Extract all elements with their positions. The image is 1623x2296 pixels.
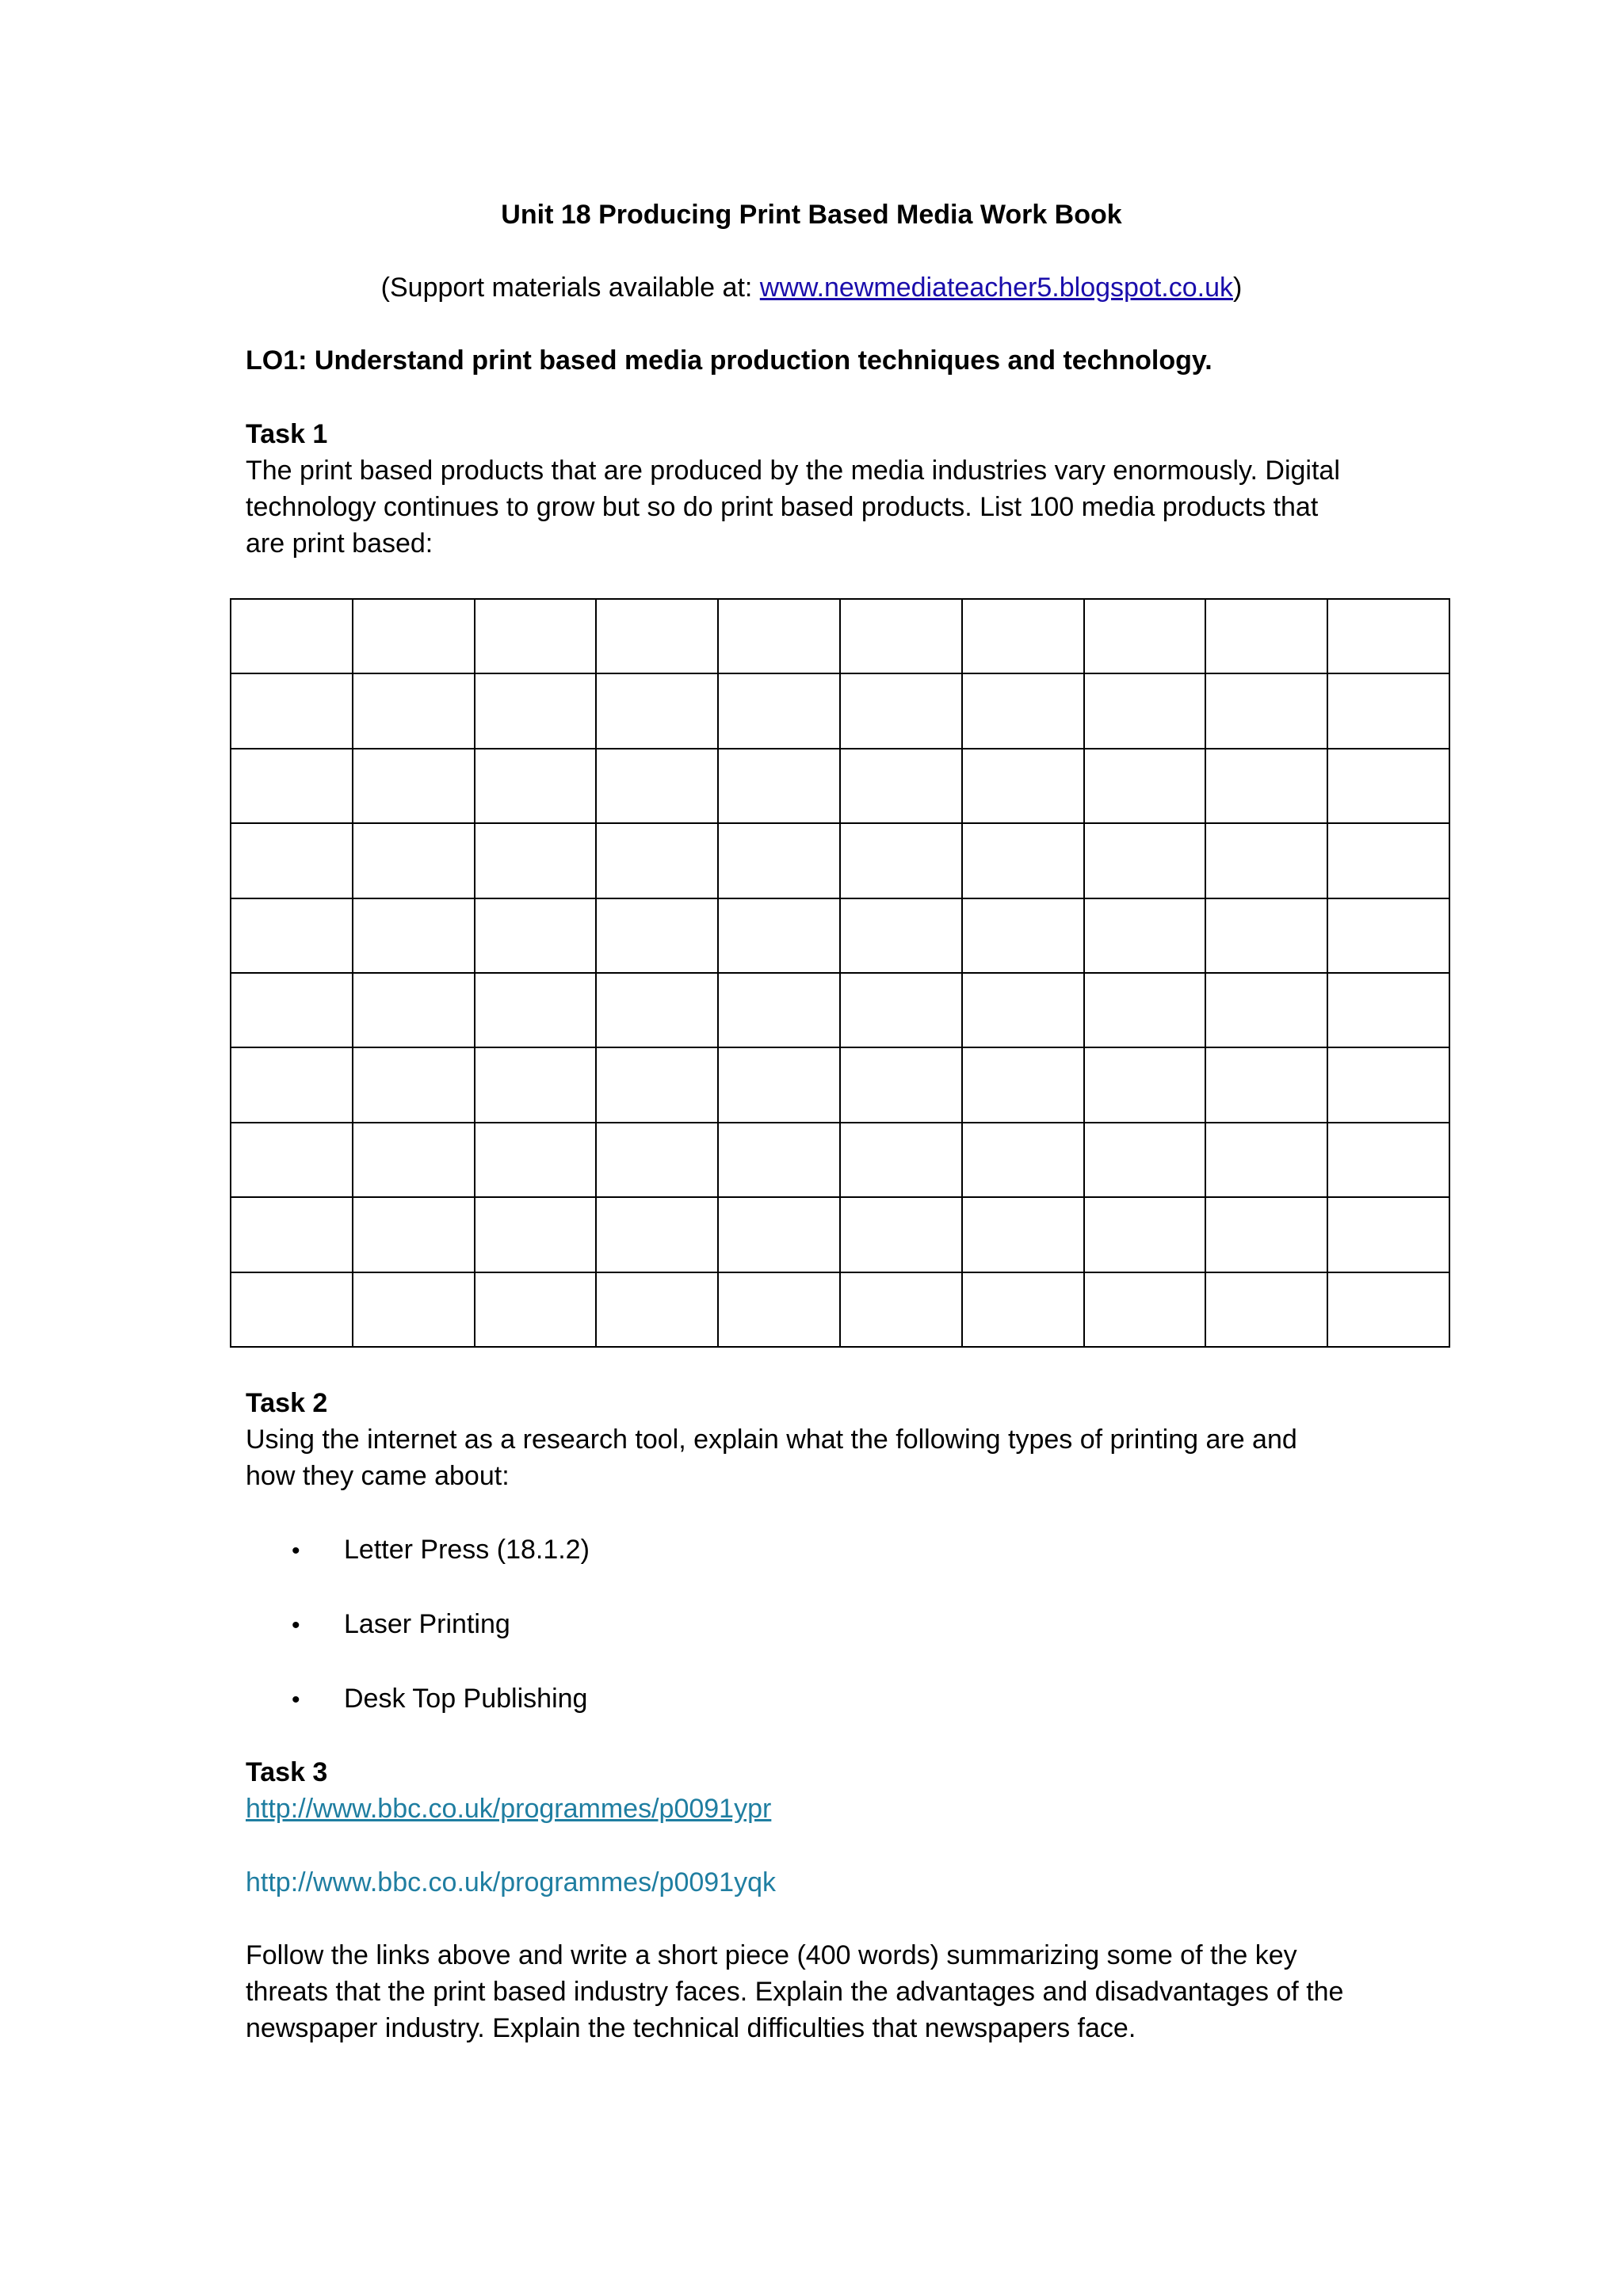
grid-row xyxy=(231,1123,1449,1197)
grid-cell[interactable] xyxy=(718,1197,840,1272)
grid-cell[interactable] xyxy=(962,898,1084,973)
grid-cell[interactable] xyxy=(1205,599,1327,673)
grid-cell[interactable] xyxy=(596,673,718,748)
grid-cell[interactable] xyxy=(840,823,962,898)
grid-cell[interactable] xyxy=(962,1197,1084,1272)
grid-cell[interactable] xyxy=(596,1272,718,1347)
document-title: Unit 18 Producing Print Based Media Work Book xyxy=(501,200,1122,230)
task3-text-line: newspaper industry. Explain the technical difficulties that newspapers face. xyxy=(246,2013,1136,2043)
grid-cell[interactable] xyxy=(231,973,353,1047)
grid-cell[interactable] xyxy=(231,823,353,898)
grid-cell[interactable] xyxy=(353,898,475,973)
grid-cell[interactable] xyxy=(596,898,718,973)
grid-cell[interactable] xyxy=(1327,599,1449,673)
grid-cell[interactable] xyxy=(840,1123,962,1197)
grid-cell[interactable] xyxy=(840,1272,962,1347)
grid-cell[interactable] xyxy=(1327,823,1449,898)
grid-cell[interactable] xyxy=(231,898,353,973)
grid-cell[interactable] xyxy=(840,749,962,823)
grid-cell[interactable] xyxy=(1205,1047,1327,1122)
grid-row xyxy=(231,1047,1449,1122)
grid-row xyxy=(231,1272,1449,1347)
grid-cell[interactable] xyxy=(1327,1123,1449,1197)
task2-text-line: Using the internet as a research tool, explain what the following types of printing are and xyxy=(246,1425,1297,1455)
grid-cell[interactable] xyxy=(1084,673,1206,748)
task1-text-line: The print based products that are produced by the media industries vary enormously. Digital xyxy=(246,456,1340,486)
grid-cell[interactable] xyxy=(475,1272,597,1347)
grid-cell[interactable] xyxy=(840,1047,962,1122)
task1-heading: Task 1 xyxy=(246,419,328,449)
grid-cell[interactable] xyxy=(962,973,1084,1047)
grid-cell[interactable] xyxy=(718,898,840,973)
grid-row xyxy=(231,749,1449,823)
grid-cell[interactable] xyxy=(596,973,718,1047)
support-materials-line xyxy=(0,269,1623,306)
task1-text-line: technology continues to grow but so do print based products. List 100 media products that xyxy=(246,492,1319,522)
grid-row xyxy=(231,599,1449,673)
grid-cell[interactable] xyxy=(840,898,962,973)
grid-cell[interactable] xyxy=(475,599,597,673)
task2-heading: Task 2 xyxy=(246,1388,328,1418)
grid-cell[interactable] xyxy=(475,673,597,748)
support-link[interactable]: www.newmediateacher5.blogspot.co.uk xyxy=(759,273,1234,303)
grid-cell[interactable] xyxy=(962,673,1084,748)
grid-cell[interactable] xyxy=(718,823,840,898)
grid-cell[interactable] xyxy=(1205,1123,1327,1197)
grid-cell[interactable] xyxy=(596,1047,718,1122)
grid-row xyxy=(231,823,1449,898)
grid-cell[interactable] xyxy=(1327,898,1449,973)
products-grid xyxy=(230,598,1450,1348)
grid-cell[interactable] xyxy=(840,973,962,1047)
support-suffix: ) xyxy=(1233,273,1243,303)
grid-cell[interactable] xyxy=(231,599,353,673)
task3-text-line: threats that the print based industry faces. Explain the advantages and disadvantages of the xyxy=(246,1977,1344,2007)
grid-cell[interactable] xyxy=(1205,973,1327,1047)
grid-cell[interactable] xyxy=(475,1047,597,1122)
grid-cell[interactable] xyxy=(231,673,353,748)
grid-row xyxy=(231,1197,1449,1272)
grid-cell[interactable] xyxy=(1327,1047,1449,1122)
bullet-icon: • xyxy=(292,1612,300,1638)
task3-text-line: Follow the links above and write a short piece (400 words) summarizing some of the key xyxy=(246,1940,1297,1970)
grid-cell[interactable] xyxy=(475,898,597,973)
grid-cell[interactable] xyxy=(1205,1272,1327,1347)
bbc-link-1[interactable]: http://www.bbc.co.uk/programmes/p0091ypr xyxy=(246,1794,772,1824)
grid-cell[interactable] xyxy=(718,673,840,748)
grid-row xyxy=(231,673,1449,748)
grid-cell[interactable] xyxy=(231,749,353,823)
grid-cell[interactable] xyxy=(353,1272,475,1347)
grid-cell[interactable] xyxy=(1327,749,1449,823)
grid-cell[interactable] xyxy=(1327,973,1449,1047)
grid-cell[interactable] xyxy=(475,823,597,898)
grid-cell[interactable] xyxy=(475,1197,597,1272)
grid-cell[interactable] xyxy=(1205,673,1327,748)
grid-cell[interactable] xyxy=(962,1047,1084,1122)
grid-cell[interactable] xyxy=(718,599,840,673)
grid-cell[interactable] xyxy=(840,599,962,673)
grid-cell[interactable] xyxy=(231,1123,353,1197)
task3-link-line xyxy=(246,1864,776,1901)
grid-cell[interactable] xyxy=(353,823,475,898)
grid-cell[interactable] xyxy=(1084,749,1206,823)
bullet-item-laser-printing: Laser Printing xyxy=(344,1609,510,1639)
grid-cell[interactable] xyxy=(1084,973,1206,1047)
grid-cell[interactable] xyxy=(1327,673,1449,748)
bullet-item-desk-top-publishing: Desk Top Publishing xyxy=(344,1684,588,1714)
grid-cell[interactable] xyxy=(1205,749,1327,823)
grid-cell[interactable] xyxy=(1205,823,1327,898)
grid-cell[interactable] xyxy=(353,599,475,673)
grid-cell[interactable] xyxy=(962,1123,1084,1197)
bullet-icon: • xyxy=(292,1538,300,1564)
grid-cell[interactable] xyxy=(353,1047,475,1122)
grid-cell[interactable] xyxy=(353,749,475,823)
grid-cell[interactable] xyxy=(353,1123,475,1197)
grid-cell[interactable] xyxy=(1205,898,1327,973)
grid-cell[interactable] xyxy=(1327,1272,1449,1347)
task2-text-line: how they came about: xyxy=(246,1461,510,1491)
grid-cell[interactable] xyxy=(1327,1197,1449,1272)
lo1-heading: LO1: Understand print based media production techniques and technology. xyxy=(246,345,1212,376)
bbc-link-2[interactable]: http://www.bbc.co.uk/programmes/p0091yqk xyxy=(246,1867,776,1897)
grid-cell[interactable] xyxy=(840,1197,962,1272)
grid-cell[interactable] xyxy=(962,1272,1084,1347)
task1-text-line: are print based: xyxy=(246,528,433,559)
grid-cell[interactable] xyxy=(1084,898,1206,973)
support-prefix: (Support materials available at: xyxy=(380,273,760,303)
grid-row xyxy=(231,973,1449,1047)
grid-cell[interactable] xyxy=(475,749,597,823)
grid-cell[interactable] xyxy=(353,973,475,1047)
grid-cell[interactable] xyxy=(231,1272,353,1347)
grid-cell[interactable] xyxy=(596,599,718,673)
bullet-icon: • xyxy=(292,1687,300,1713)
bullet-item-letter-press: Letter Press (18.1.2) xyxy=(344,1535,590,1565)
grid-cell[interactable] xyxy=(596,1123,718,1197)
grid-cell[interactable] xyxy=(1084,1047,1206,1122)
grid-cell[interactable] xyxy=(962,823,1084,898)
grid-cell[interactable] xyxy=(718,749,840,823)
grid-cell[interactable] xyxy=(1084,823,1206,898)
grid-cell[interactable] xyxy=(718,1047,840,1122)
grid-cell[interactable] xyxy=(718,1272,840,1347)
grid-cell[interactable] xyxy=(1205,1197,1327,1272)
grid-cell[interactable] xyxy=(475,1123,597,1197)
grid-cell[interactable] xyxy=(962,749,1084,823)
grid-cell[interactable] xyxy=(596,823,718,898)
task3-heading: Task 3 xyxy=(246,1757,328,1787)
grid-cell[interactable] xyxy=(718,1123,840,1197)
grid-cell[interactable] xyxy=(231,1197,353,1272)
grid-cell[interactable] xyxy=(1084,1197,1206,1272)
grid-cell[interactable] xyxy=(962,599,1084,673)
grid-cell[interactable] xyxy=(353,673,475,748)
grid-cell[interactable] xyxy=(1084,1272,1206,1347)
grid-cell[interactable] xyxy=(475,973,597,1047)
grid-row xyxy=(231,898,1449,973)
grid-cell[interactable] xyxy=(718,973,840,1047)
grid-cell[interactable] xyxy=(596,749,718,823)
grid-cell[interactable] xyxy=(596,1197,718,1272)
grid-cell[interactable] xyxy=(1084,1123,1206,1197)
grid-cell[interactable] xyxy=(353,1197,475,1272)
task3-link-line xyxy=(246,1791,771,1827)
grid-cell[interactable] xyxy=(1084,599,1206,673)
grid-cell[interactable] xyxy=(231,1047,353,1122)
grid-cell[interactable] xyxy=(840,673,962,748)
